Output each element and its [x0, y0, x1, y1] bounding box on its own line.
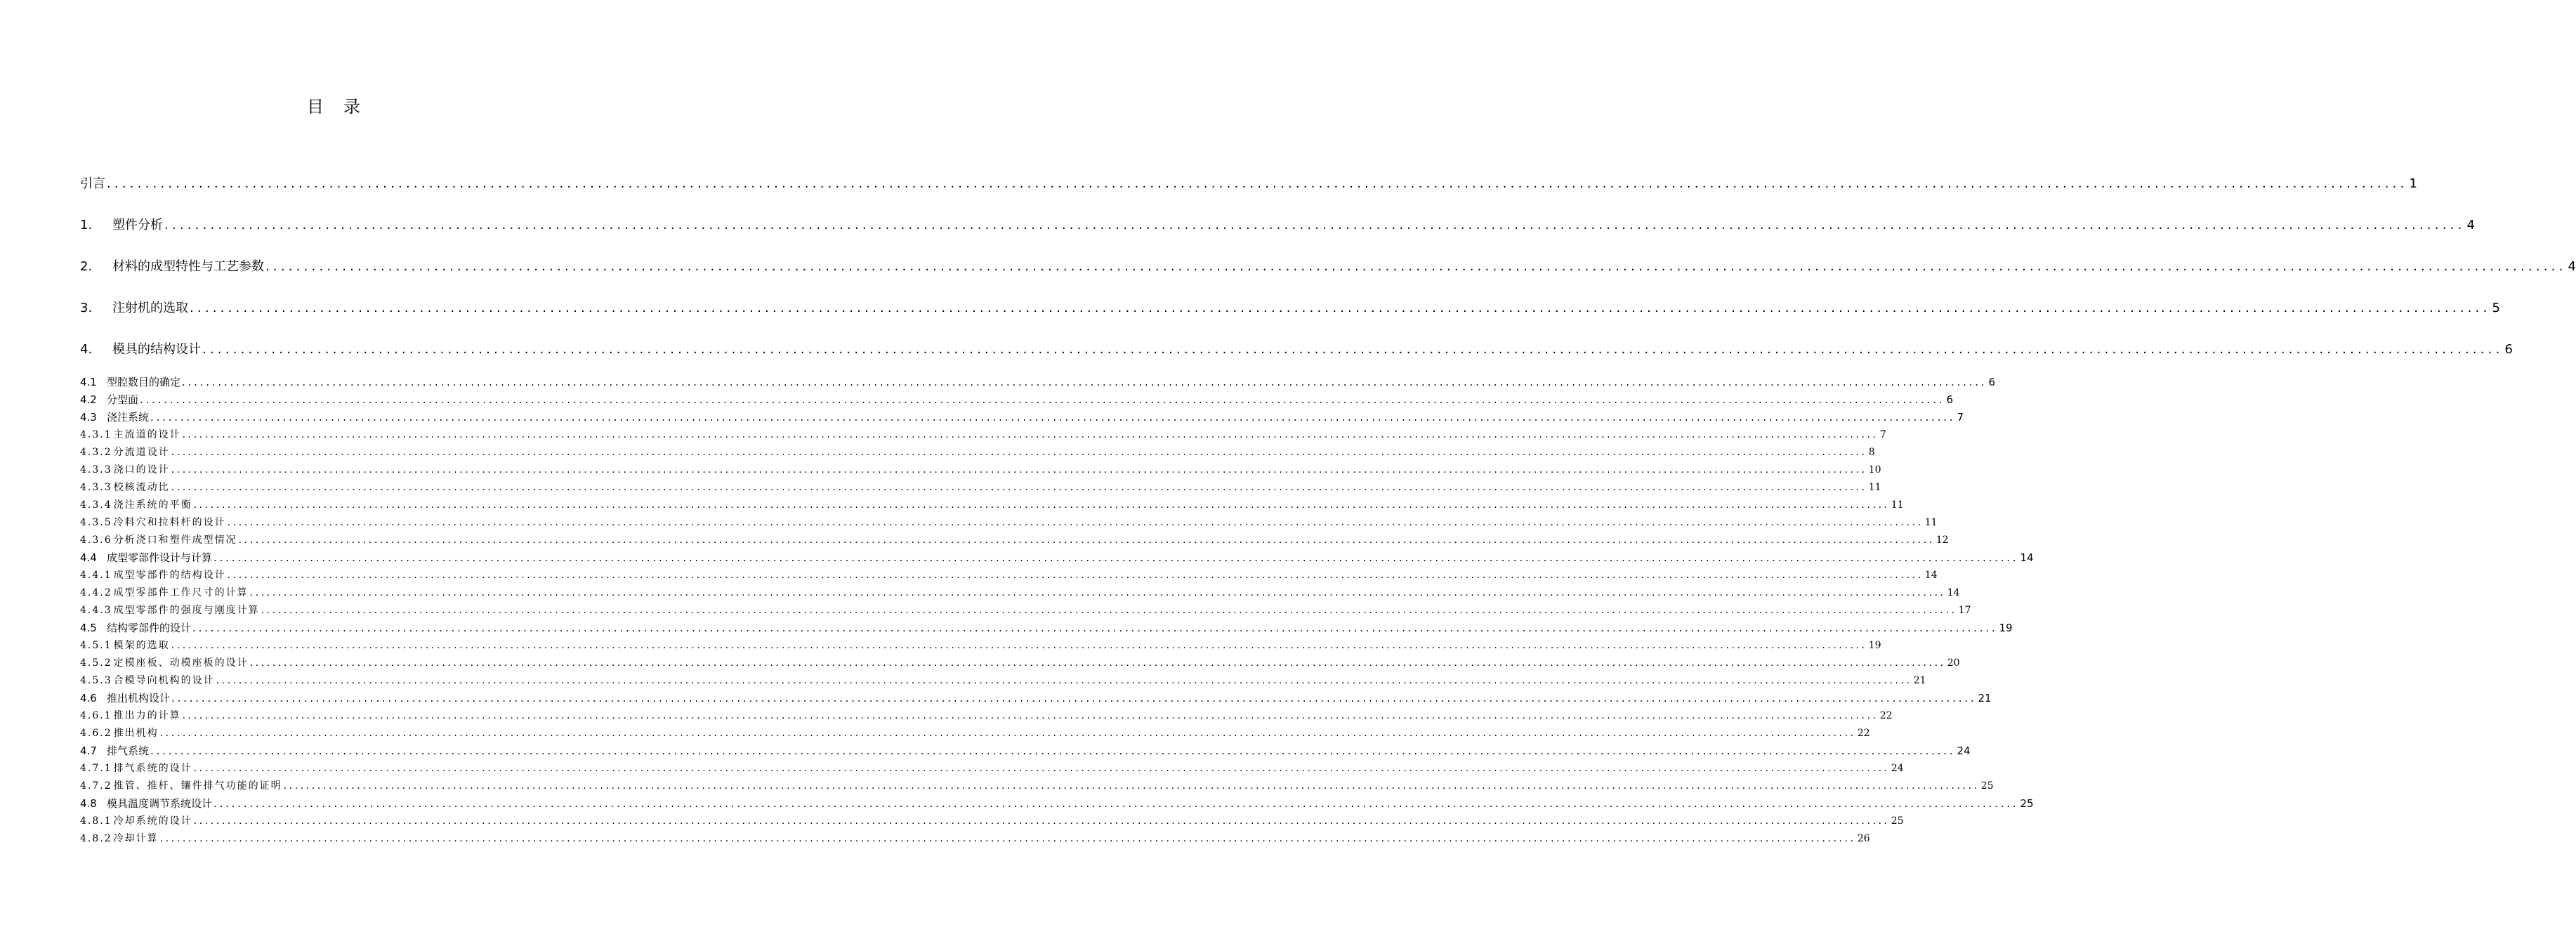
toc-entry-label	[80, 813, 192, 829]
toc-entry-label	[80, 497, 192, 513]
toc-entry-title: 分析浇口和塑件成型情况	[113, 535, 237, 546]
toc-entry[interactable]	[80, 299, 2500, 317]
page-title	[0, 94, 667, 119]
toc-entry-number: 4.3.6	[80, 535, 112, 546]
toc-entry-page: 22	[1857, 728, 1870, 739]
toc-entry-page: 4	[2568, 259, 2576, 274]
toc-entry-number: 4.4.1	[80, 570, 112, 581]
toc-entry[interactable]	[80, 480, 1881, 495]
toc-entry-number: 4.3.3	[80, 482, 112, 493]
toc-entry-label	[80, 620, 191, 636]
toc-entry-number: 4.3	[80, 411, 97, 424]
toc-entry-title: 浇注系统	[107, 411, 150, 424]
toc-entry-label	[80, 568, 226, 583]
toc-entry-title: 模具的结构设计	[112, 342, 201, 357]
toc-entry-title: 分流道设计	[113, 447, 170, 458]
toc-entry-title: 分型面	[107, 393, 139, 406]
toc-entry-label	[80, 374, 180, 390]
toc-entry-title: 成型零部件设计与计算	[107, 551, 213, 564]
toc-entry-page: 26	[1857, 833, 1870, 844]
toc-entry-title: 冷却计算	[113, 833, 159, 844]
toc-entry-page: 10	[1868, 464, 1881, 476]
dot-leader: ............................................................................................................................................................................................................................................................................................................	[159, 728, 1856, 739]
toc-entry[interactable]	[80, 462, 1881, 478]
toc-entry-title: 定模座板、动模座板的设计	[113, 657, 249, 669]
title-char: 录	[343, 97, 360, 117]
toc-entry[interactable]	[80, 761, 1904, 776]
toc-entry-label	[80, 427, 181, 442]
toc-entry[interactable]	[80, 743, 1971, 759]
toc-entry[interactable]	[80, 585, 1960, 601]
dot-leader: ............................................................................................................................................................................................................................................................................................................	[249, 657, 1946, 669]
toc-entry-number: 4.8.1	[80, 815, 112, 827]
toc-entry-page: 4	[2466, 218, 2475, 232]
toc-entry-title: 成型零部件的结构设计	[113, 570, 226, 581]
dot-leader: ............................................................................................................................................................................................................................................................................................................	[213, 551, 2019, 564]
dot-leader: ............................................................................................................................................................................................................................................................................................................	[192, 622, 1998, 634]
toc-entry-title: 排气系统的设计	[113, 763, 192, 774]
toc-entry-label	[80, 673, 215, 688]
toc-entry-number: 2.	[80, 259, 93, 274]
toc-entry-number: 4.4.3	[80, 605, 112, 616]
dot-leader: ............................................................................................................................................................................................................................................................................................................	[182, 429, 1879, 440]
toc-entry-label	[80, 341, 201, 359]
toc-entry-number: 4.5.1	[80, 640, 112, 651]
toc-entry-number: 4.7	[80, 745, 97, 757]
dot-leader: ............................................................................................................................................................................................................................................................................................................	[190, 301, 2491, 315]
toc-entry-page: 5	[2492, 301, 2500, 315]
toc-entry-title: 模架的选取	[113, 640, 170, 651]
toc-entry-page: 17	[1958, 605, 1971, 616]
toc-entry[interactable]	[80, 831, 1870, 846]
toc-entry[interactable]	[80, 497, 1904, 513]
dot-leader: ............................................................................................................................................................................................................................................................................................................	[238, 535, 1935, 546]
dot-leader: ............................................................................................................................................................................................................................................................................................................	[140, 393, 1945, 406]
toc-entry-title: 推出机构	[113, 728, 159, 739]
toc-entry-page: 11	[1924, 517, 1938, 528]
dot-leader: ............................................................................................................................................................................................................................................................................................................	[182, 710, 1879, 721]
toc-entry-label	[80, 778, 282, 794]
toc-entry-page: 25	[1980, 780, 1994, 792]
toc-entry-number: 4.8.2	[80, 833, 112, 844]
toc-entry-label	[80, 299, 188, 317]
toc-entry-number: 4.7.1	[80, 763, 112, 774]
toc-entry[interactable]	[80, 445, 1875, 460]
dot-leader: ............................................................................................................................................................................................................................................................................................................	[265, 259, 2567, 274]
toc-entry-title: 冷却系统的设计	[113, 815, 192, 827]
toc-entry-page: 22	[1879, 710, 1893, 721]
toc-entry-number: 4.4.2	[80, 587, 112, 598]
dot-leader: ............................................................................................................................................................................................................................................................................................................	[193, 763, 1890, 774]
toc-entry[interactable]	[80, 341, 2513, 359]
dot-leader: ............................................................................................................................................................................................................................................................................................................	[150, 745, 1956, 757]
dot-leader: ............................................................................................................................................................................................................................................................................................................	[182, 376, 1987, 388]
dot-leader: ............................................................................................................................................................................................................................................................................................................	[283, 780, 1980, 792]
toc-entry-number: 4.6.1	[80, 710, 112, 721]
toc-entry-number: 4.6	[80, 692, 97, 704]
toc-entry-label	[80, 585, 249, 601]
toc-entry-label	[80, 258, 264, 276]
dot-leader: ............................................................................................................................................................................................................................................................................................................	[171, 482, 1867, 493]
dot-leader: ............................................................................................................................................................................................................................................................................................................	[261, 605, 1957, 616]
toc-entry[interactable]	[80, 620, 2013, 636]
toc-entry-number: 1.	[80, 218, 93, 232]
toc-entry-page: 11	[1891, 499, 1904, 511]
dot-leader: ............................................................................................................................................................................................................................................................................................................	[171, 692, 1977, 704]
toc-entry-label	[80, 690, 170, 706]
toc-entry[interactable]	[80, 673, 1926, 688]
toc-entry-title: 冷料穴和拉料杆的设计	[113, 517, 226, 528]
toc-entry-number: 4.2	[80, 393, 97, 406]
toc-entry-label	[80, 831, 159, 846]
dot-leader: ............................................................................................................................................................................................................................................................................................................	[216, 675, 1912, 686]
toc-entry-title: 推出机构设计	[107, 692, 171, 704]
toc-entry-label	[80, 743, 149, 759]
toc-entry-title: 成型零部件工作尺寸的计算	[113, 587, 249, 598]
toc-entry-number: 4.5.3	[80, 675, 112, 686]
toc-entry[interactable]	[80, 409, 1964, 425]
toc-entry[interactable]	[80, 726, 1870, 741]
toc-entry-title: 合模导向机构的设计	[113, 675, 215, 686]
toc-entry-number: 4.3.4	[80, 499, 112, 511]
toc-entry-label	[80, 655, 249, 671]
toc-entry-title: 校核流动比	[113, 482, 170, 493]
toc-entry-page: 25	[1891, 815, 1904, 827]
toc-entry-title: 推管、推杆、镶件排气功能的证明	[113, 780, 282, 792]
dot-leader: ............................................................................................................................................................................................................................................................................................................	[227, 517, 1924, 528]
dot-leader: ............................................................................................................................................................................................................................................................................................................	[202, 342, 2504, 357]
toc-entry-page: 14	[2020, 551, 2034, 564]
toc-entry-label	[80, 532, 237, 548]
toc-entry-title: 浇口的设计	[113, 464, 170, 476]
dot-leader: ............................................................................................................................................................................................................................................................................................................	[171, 447, 1867, 458]
toc-entry[interactable]	[80, 175, 2417, 193]
toc-entry-label	[80, 603, 260, 618]
toc-entry-title: 引言	[80, 176, 105, 191]
toc-entry-page: 25	[2020, 797, 2034, 810]
toc-entry-page: 11	[1868, 482, 1881, 493]
toc-entry-page: 14	[1947, 587, 1960, 598]
toc-entry-label	[80, 445, 170, 460]
toc-entry-title: 主流道的设计	[113, 429, 181, 440]
toc-entry-page: 19	[1999, 622, 2013, 634]
toc-entry-label	[80, 708, 181, 723]
toc-entry-label	[80, 392, 138, 407]
dot-leader: ............................................................................................................................................................................................................................................................................................................	[193, 499, 1890, 511]
toc-entry-number: 3.	[80, 301, 93, 315]
toc-entry[interactable]	[80, 655, 1960, 671]
toc-entry-number: 4.3.5	[80, 517, 112, 528]
toc-entry-title: 排气系统	[107, 745, 150, 757]
toc-entry-title: 注射机的选取	[112, 301, 188, 315]
toc-entry-page: 1	[2409, 176, 2417, 191]
toc-entry[interactable]	[80, 638, 1881, 653]
toc-entry[interactable]	[80, 796, 2034, 811]
toc-entry-label	[80, 515, 226, 530]
toc-entry-page: 20	[1947, 657, 1960, 669]
toc-entry-number: 4.3.3	[80, 464, 112, 476]
toc-entry-label	[80, 761, 192, 776]
toc-entry-page: 8	[1868, 447, 1875, 458]
title-char: 目	[307, 97, 324, 117]
toc-entry[interactable]	[80, 515, 1938, 530]
toc-entry-number: 4.8	[80, 797, 97, 810]
toc-entry-label	[80, 462, 170, 478]
toc-entry-label	[80, 726, 159, 741]
toc-entry[interactable]	[80, 690, 1992, 706]
dot-leader: ............................................................................................................................................................................................................................................................................................................	[159, 833, 1856, 844]
toc-entry[interactable]	[80, 216, 2475, 235]
toc-entry-title: 型腔数目的确定	[107, 376, 181, 388]
dot-leader: ............................................................................................................................................................................................................................................................................................................	[171, 640, 1867, 651]
toc-entry[interactable]	[80, 392, 1953, 407]
dot-leader: ............................................................................................................................................................................................................................................................................................................	[227, 570, 1924, 581]
toc-entry-page: 6	[1946, 393, 1953, 406]
toc-entry-page: 6	[2504, 342, 2513, 357]
toc-entry-page: 7	[1879, 429, 1886, 440]
toc-entry-label	[80, 409, 149, 425]
dot-leader: ............................................................................................................................................................................................................................................................................................................	[107, 176, 2408, 191]
toc-entry-number: 4.5	[80, 622, 97, 634]
toc-entry-label	[80, 550, 212, 565]
dot-leader: ............................................................................................................................................................................................................................................................................................................	[150, 411, 1956, 424]
toc-entry-number: 4.5.2	[80, 657, 112, 669]
toc-entry-label	[80, 638, 170, 653]
toc-entry[interactable]	[80, 374, 1995, 390]
toc-entry[interactable]	[80, 427, 1886, 442]
toc-entry-page: 12	[1936, 535, 1949, 546]
toc-entry-number: 4.1	[80, 376, 97, 388]
toc-entry-label	[80, 216, 163, 235]
toc-entry[interactable]	[80, 550, 2034, 565]
toc-entry[interactable]	[80, 708, 1893, 723]
toc-entry-number: 4.7.2	[80, 780, 112, 792]
toc-entry-number: 4.	[80, 342, 93, 357]
toc-entry-number: 4.6.2	[80, 728, 112, 739]
toc-entry-page: 24	[1891, 763, 1904, 774]
dot-leader: ............................................................................................................................................................................................................................................................................................................	[164, 218, 2466, 232]
toc-entry-page: 24	[1957, 745, 1971, 757]
toc-entry-label	[80, 480, 170, 495]
toc-entry-page: 7	[1957, 411, 1964, 424]
toc-entry-page: 19	[1868, 640, 1881, 651]
toc-entry-title: 模具温度调节系统设计	[107, 797, 213, 810]
toc-entry-title: 浇注系统的平衡	[113, 499, 192, 511]
toc-entry-number: 4.4	[80, 551, 97, 564]
toc-entry-title: 推出力的计算	[113, 710, 181, 721]
toc-entry-title: 材料的成型特性与工艺参数	[112, 259, 264, 274]
toc-entry-page: 6	[1988, 376, 1995, 388]
toc-entry[interactable]	[80, 568, 1938, 583]
toc-entry-title: 成型零部件的强度与刚度计算	[113, 605, 260, 616]
toc-entry[interactable]	[80, 813, 1904, 829]
dot-leader: ............................................................................................................................................................................................................................................................................................................	[249, 587, 1946, 598]
toc-entry[interactable]	[80, 778, 1994, 794]
toc-entry-number: 4.3.2	[80, 447, 112, 458]
dot-leader: ............................................................................................................................................................................................................................................................................................................	[193, 815, 1890, 827]
toc-entry-page: 21	[1913, 675, 1926, 686]
toc-entry-number: 4.3.1	[80, 429, 112, 440]
toc-entry-label	[80, 175, 105, 193]
toc-entry[interactable]	[80, 258, 2576, 276]
toc-entry-page: 14	[1924, 570, 1938, 581]
dot-leader: ............................................................................................................................................................................................................................................................................................................	[171, 464, 1867, 476]
toc-entry-title: 结构零部件的设计	[107, 622, 192, 634]
toc-entry[interactable]	[80, 603, 1971, 618]
toc-entry-title: 塑件分析	[112, 218, 163, 232]
toc-entry[interactable]	[80, 532, 1949, 548]
toc-entry-page: 21	[1978, 692, 1992, 704]
toc-entry-label	[80, 796, 212, 811]
dot-leader: ............................................................................................................................................................................................................................................................................................................	[213, 797, 2019, 810]
